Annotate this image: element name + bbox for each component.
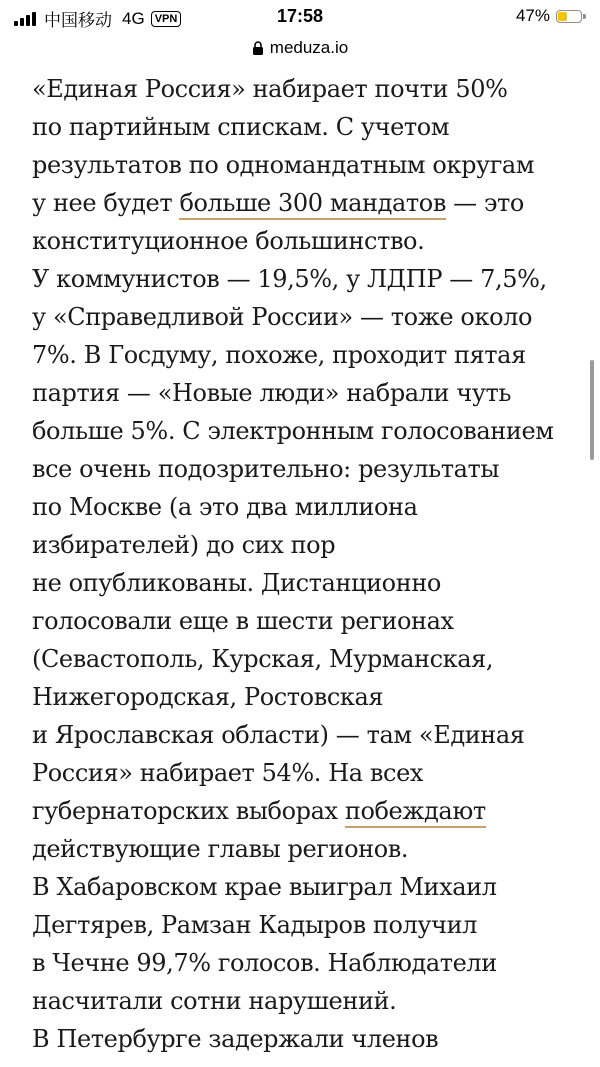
article-line <box>32 108 580 146</box>
article-line <box>32 526 580 564</box>
article-text: Россия» набирает 54%. На всех <box>32 759 424 787</box>
article-text: Дегтярев, Рамзан Кадыров получил <box>32 911 478 939</box>
article-text: и Ярославская области) — там «Единая <box>32 721 525 749</box>
article-text: 7%. В Госдуму, похоже, проходит пятая <box>32 341 526 369</box>
article-line <box>32 944 580 982</box>
article-text: губернаторских выборах <box>32 797 345 825</box>
article-text: у нее будет <box>32 189 180 217</box>
article-line <box>32 564 580 602</box>
article-line <box>32 868 580 906</box>
article-line <box>32 146 580 184</box>
battery-icon <box>556 10 582 23</box>
article-line <box>32 412 580 450</box>
article-line <box>32 792 580 830</box>
article-link[interactable]: больше 300 мандатов <box>179 189 446 220</box>
article-line <box>32 640 580 678</box>
vpn-badge: VPN <box>151 11 182 27</box>
battery-level-fill <box>558 12 567 21</box>
url-bar[interactable] <box>0 32 600 64</box>
article-line <box>32 336 580 374</box>
article-line <box>32 678 580 716</box>
article-text: не опубликованы. Дистанционно <box>32 569 441 597</box>
article-text: по партийным спискам. С учетом <box>32 113 450 141</box>
article-line <box>32 1020 580 1058</box>
lock-icon <box>252 41 264 55</box>
article-text: конституционное большинство. <box>32 227 425 255</box>
url-text[interactable]: meduza.io <box>269 38 349 57</box>
article-text: В Петербурге задержали членов <box>32 1025 439 1053</box>
article-line <box>32 450 580 488</box>
article-text: в Чечне 99,7% голосов. Наблюдатели <box>32 949 497 977</box>
article-link[interactable]: побеждают <box>345 797 486 828</box>
article-text: результатов по одномандатным округам <box>32 151 535 179</box>
article-line <box>32 716 580 754</box>
article-text: избирателей) до сих пор <box>32 531 336 559</box>
article-text: У коммунистов — 19,5%, у ЛДПР — 7,5%, <box>32 265 547 293</box>
battery-tip <box>583 14 586 19</box>
article-line <box>32 906 580 944</box>
status-right <box>516 6 586 26</box>
battery-percent: 47% <box>515 6 550 25</box>
article-line <box>32 184 580 222</box>
status-bar <box>0 0 600 32</box>
network-type: 4G <box>122 8 145 28</box>
article-line <box>32 222 580 260</box>
article-text: насчитали сотни нарушений. <box>32 987 397 1015</box>
article-text: больше 5%. С электронным голосованием <box>32 417 554 445</box>
article-text: «Единая Россия» набирает почти 50% <box>32 75 508 103</box>
article-line <box>32 982 580 1020</box>
article-line <box>32 298 580 336</box>
article-line <box>32 754 580 792</box>
article-text: у «Справедливой России» — тоже около <box>32 303 533 331</box>
article-text: действующие главы регионов. <box>32 835 409 863</box>
article-text: голосовали еще в шести регионах <box>32 607 454 635</box>
article-text: все очень подозрительно: результаты <box>32 455 500 483</box>
article-text: по Москве (а это два миллиона <box>32 493 418 521</box>
article-line <box>32 488 580 526</box>
article-text: — это <box>445 189 524 217</box>
carrier-name: 中国移动 <box>44 11 112 30</box>
article-body <box>32 70 580 1058</box>
article-line <box>32 260 580 298</box>
article-text: Нижегородская, Ростовская <box>32 683 384 711</box>
article-text: партия — «Новые люди» набрали чуть <box>32 379 512 407</box>
article-line <box>32 830 580 868</box>
status-time: 17:58 <box>276 6 324 26</box>
article-line <box>32 374 580 412</box>
article-text: (Севастополь, Курская, Мурманская, <box>32 645 494 673</box>
article-text: В Хабаровском крае выиграл Михаил <box>32 873 497 901</box>
scrollbar[interactable] <box>590 360 594 460</box>
article-line <box>32 70 580 108</box>
article-line <box>32 602 580 640</box>
